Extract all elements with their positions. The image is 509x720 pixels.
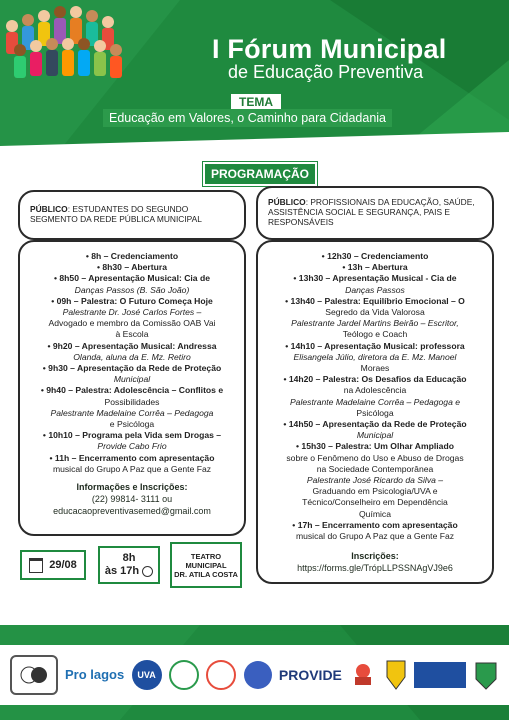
info-email[interactable]: educacaopreventivasemed@gmail.com (53, 506, 211, 517)
event-time-end: às 17h (104, 565, 140, 577)
right-line: musical do Grupo A Paz que a Gente Faz (295, 531, 455, 542)
right-line: • 13h30 – Apresentação Musical - Cia de (293, 273, 457, 284)
left-publico-box (18, 190, 246, 240)
left-line: Danças Passos (B. São João) (74, 284, 190, 295)
calendar-icon (29, 558, 43, 573)
tema-text: Educação em Valores, o Caminho para Cidadania (103, 109, 392, 127)
event-time-start: 8h (122, 552, 136, 564)
right-line: • 15h30 – Palestra: Um Olhar Ampliado (296, 441, 454, 452)
left-schedule-list (20, 242, 244, 475)
right-line: Química (359, 508, 391, 519)
left-line: • 09h – Palestra: O Futuro Começa Hoje (51, 295, 213, 306)
right-line: Graduando em Psicologia/UVA e (312, 486, 438, 497)
globe-logo (244, 661, 272, 689)
seal-logo-1 (169, 660, 199, 690)
left-line: • 8h50 – Apresentação Musical: Cia de (53, 273, 210, 284)
inscricoes-url[interactable]: https://forms.gle/TrópLLPSSNAgVJ9e6 (297, 563, 453, 574)
left-info (20, 481, 244, 517)
programacao-heading: PROGRAMAÇÃO (203, 162, 317, 186)
right-line: Danças Passos (345, 284, 405, 295)
header-banner (0, 0, 509, 150)
right-line: Palestrante José Ricardo da Silva – (306, 475, 444, 486)
right-publico-desc: : PROFISSIONAIS DA EDUCAÇÃO, SAÚDE, ASSISTÊNCIA SOCIAL E SEGURANÇA, PAIS E RESPONSÁVEIS (268, 197, 475, 227)
left-line: e Psicóloga (109, 419, 155, 430)
event-subtitle: de Educação Preventiva (228, 62, 424, 82)
left-line: • 8h – Credenciamento (85, 251, 179, 261)
coat-of-arms-logo (473, 659, 499, 691)
right-line: • 14h10 – Apresentação Musical: professora (285, 340, 465, 351)
left-line: • 9h30 – Apresentação da Rede de Proteção (42, 363, 222, 374)
left-publico-desc: : ESTUDANTES DO SEGUNDO SEGMENTO DA REDE PÚBLICA MUNICIPAL (30, 204, 202, 224)
left-line: Provide Cabo Frio (97, 441, 167, 452)
left-line: Palestrante Dr. José Carlos Fortes – (62, 307, 202, 318)
sponsor-logos (0, 645, 509, 705)
tema-label: TEMA (231, 94, 281, 110)
inscricoes-title: Inscrições: (351, 551, 399, 562)
right-line: Municipal (356, 430, 394, 441)
right-line: • 17h – Encerramento com apresentação (292, 519, 458, 530)
right-line: • 14h50 – Apresentação da Rede de Proteção (283, 419, 467, 430)
event-date: 29/08 (49, 559, 77, 571)
right-line: • 13h40 – Palestra: Equilíbrio Emocional – O (285, 295, 465, 306)
left-line: Possibilidades (104, 396, 160, 407)
left-line: • 10h10 – Programa pela Vida sem Drogas – (42, 430, 222, 441)
right-line: sobre o Fenômeno do Uso e Abuso de Drogas (286, 452, 464, 463)
event-title: I Fórum Municipal (212, 34, 447, 64)
right-line: Segredo da Vida Valorosa (325, 307, 425, 318)
left-line: à Escola (115, 329, 149, 340)
venue-line3: DR. ATILA COSTA (174, 569, 238, 579)
people-illustration (0, 0, 130, 82)
left-schedule-box (18, 240, 246, 536)
right-line: Técnico/Conselheiro em Dependência (302, 497, 448, 508)
proerd-logo (349, 661, 377, 689)
left-line: musical do Grupo A Paz que a Gente Faz (52, 463, 212, 474)
left-publico-label: PÚBLICO (30, 204, 68, 214)
shield-logo (385, 659, 407, 691)
venue-box (170, 542, 242, 588)
left-line: • 8h30 – Abertura (96, 262, 168, 273)
right-info (258, 550, 492, 574)
right-line: Moraes (360, 363, 390, 374)
right-publico-label: PÚBLICO (268, 197, 306, 207)
right-line: • 13h – Abertura (342, 262, 408, 273)
right-schedule-list (258, 242, 492, 542)
left-line: Advogado e membro da Comissão OAB Vai (48, 318, 216, 329)
clock-icon (142, 566, 153, 577)
right-line: • 12h30 – Credenciamento (321, 251, 429, 261)
venue-line2: MUNICIPAL (185, 560, 227, 570)
uva-logo: UVA (132, 660, 162, 690)
venue-line1: TEATRO (190, 551, 222, 561)
right-schedule-box (256, 240, 494, 584)
right-line: • 14h20 – Palestra: Os Desafios da Educação (283, 374, 467, 385)
left-line: • 11h – Encerramento com apresentação (49, 452, 215, 463)
right-line: Elisangela Júlio, diretora da E. Mz. Manoel (293, 351, 457, 362)
provide-logo: PROVIDE (278, 667, 342, 683)
theater-logo (10, 655, 58, 695)
left-publico-text (20, 192, 244, 224)
secretaria-logo (414, 662, 466, 688)
event-time-box (98, 546, 160, 584)
right-line: Palestrante Madelaine Corrêa – Pedagoga e (289, 396, 461, 407)
left-line: • 9h40 – Palestra: Adolescência – Conflitos e (40, 385, 224, 396)
right-line: na Adolescência (343, 385, 407, 396)
left-line: Municipal (113, 374, 151, 385)
right-line: Psicóloga (356, 407, 394, 418)
left-line: Palestrante Madelaine Corrêa – Pedagoga (50, 407, 214, 418)
seal-logo-2 (206, 660, 236, 690)
left-line: • 9h20 – Apresentação Musical: Andressa (47, 340, 217, 351)
event-date-box (20, 550, 86, 580)
right-line: Teólogo e Coach (342, 329, 408, 340)
right-line: na Sociedade Contemporânea (316, 463, 434, 474)
right-publico-text (258, 188, 492, 227)
right-line: Palestrante Jardel Martins Beirão – Escritor, (291, 318, 459, 329)
info-title: Informações e Inscrições: (76, 482, 188, 493)
info-phone: (22) 99814- 3111 ou (91, 494, 173, 505)
left-line: Olanda, aluna da E. Mz. Retiro (73, 351, 191, 362)
prolagos-logo: Pro lagos (64, 667, 125, 682)
right-publico-box (256, 186, 494, 240)
